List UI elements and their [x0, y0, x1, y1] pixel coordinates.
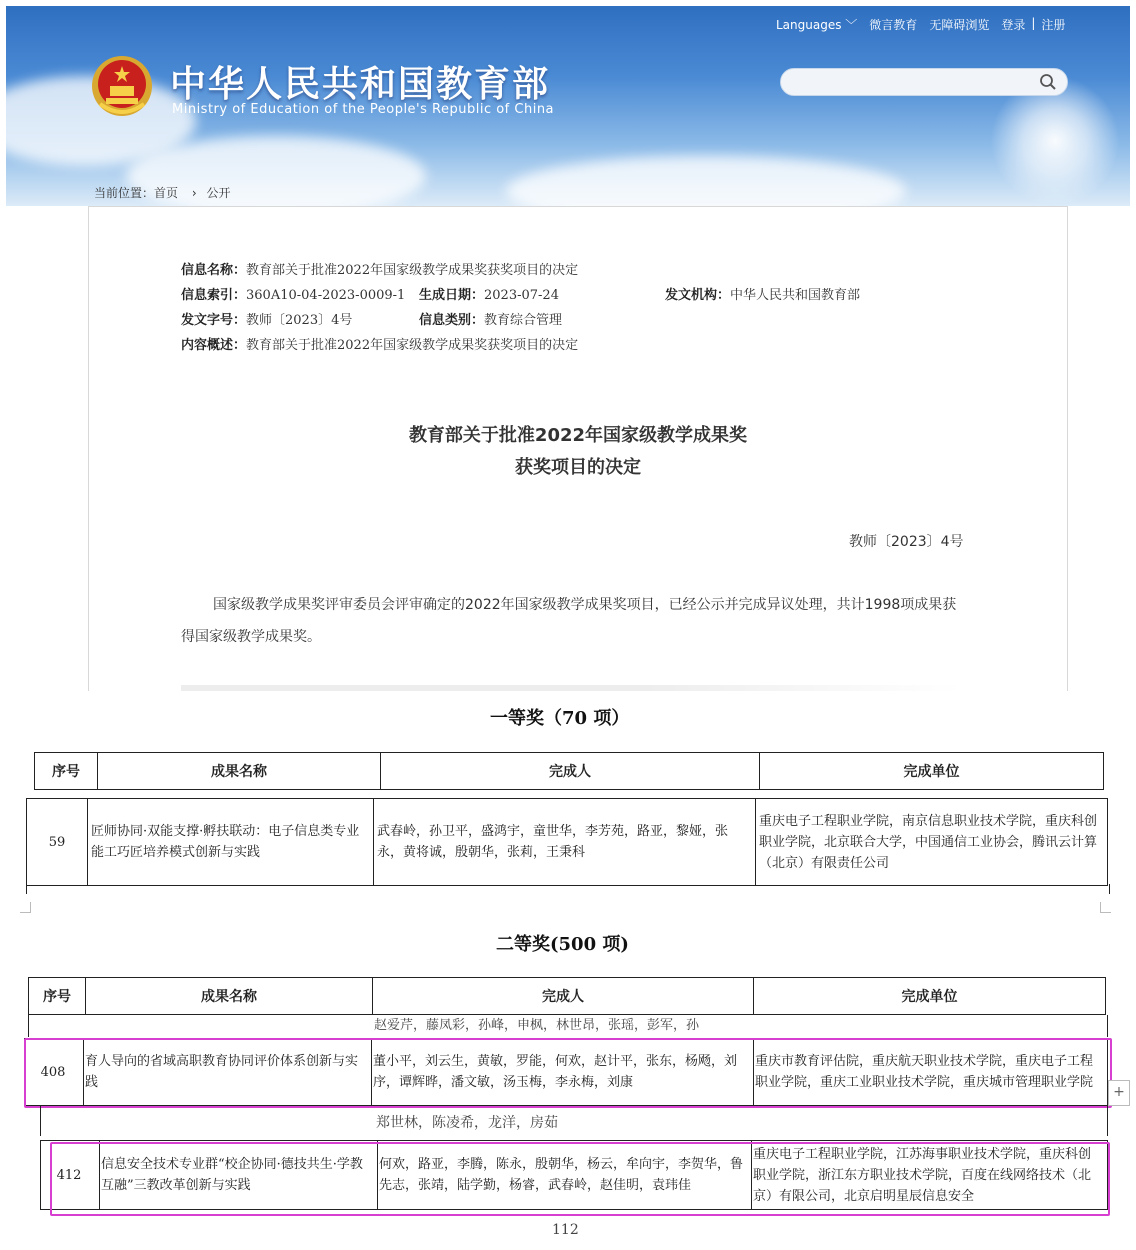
first-prize-header-table [34, 752, 1104, 790]
row-name: 匠师协同·双能支撑·孵扶联动：电子信息类专业能工巧匠培养模式创新与实践 [91, 824, 360, 860]
meta-value: 中华人民共和国教育部 [730, 288, 861, 303]
row-units: 重庆市教育评估院，重庆航天职业技术学院，重庆电子工程职业学院，重庆工业职业技术学院，重庆城市管理职业学院 [755, 1054, 1094, 1090]
meta-label: 内容概述： [181, 338, 247, 353]
languages-link[interactable]: Languages ﹀ [776, 18, 858, 32]
chevron-right-icon: › [191, 186, 197, 200]
top-links [776, 16, 1065, 33]
weiyan-link[interactable]: 微言教育 [869, 18, 918, 32]
partial-row-text: 郑世林，陈凌希，龙洋，房茹 [376, 1115, 558, 1131]
breadcrumb-current[interactable]: 公开 [206, 186, 231, 200]
table-continuation [40, 1106, 1108, 1136]
meta-doc-no [181, 309, 352, 328]
row-no: 408 [40, 1064, 66, 1080]
row-units: 重庆电子工程职业学院，江苏海事职业技术学院，重庆科创职业学院，浙江东方职业技术学院，百度在线网络技术（北京）有限公司，北京启明星辰信息安全 [753, 1146, 1092, 1204]
meta-issuer [665, 284, 860, 303]
search-icon[interactable] [1039, 73, 1057, 91]
cell-divider [755, 799, 756, 885]
row-no: 412 [56, 1167, 82, 1183]
row-units: 重庆电子工程职业学院，南京信息职业技术学院，重庆科创职业学院，北京联合大学，中国通信工业协会，腾讯云计算（北京）有限责任公司 [759, 813, 1098, 871]
site-header [6, 6, 1130, 206]
second-prize-header-table [28, 977, 1106, 1015]
search-input[interactable] [793, 69, 1037, 95]
header-cell-name: 成果名称 [98, 753, 381, 790]
site-title-cn[interactable]: 中华人民共和国教育部 [170, 64, 551, 105]
cell-divider [87, 799, 88, 885]
table-row-59 [26, 798, 1108, 886]
document-title-line2: 获奖项目的决定 [515, 457, 641, 478]
breadcrumb-label: 当前位置： [94, 186, 155, 200]
meta-index [181, 284, 405, 303]
header-cell-name: 成果名称 [86, 978, 373, 1015]
page-corner-mark [20, 902, 31, 913]
header-cell-people: 完成人 [373, 978, 754, 1015]
breadcrumb [94, 184, 235, 201]
meta-date [419, 284, 559, 303]
meta-label: 发文字号： [181, 313, 247, 328]
search-box [780, 68, 1068, 96]
breadcrumb-home[interactable]: 首页 [154, 186, 179, 200]
site-title-en: Ministry of Education of the People's Republic of China [172, 102, 555, 117]
page-number: 112 [552, 1222, 579, 1238]
row-people: 何欢，路亚，李腾，陈永，殷朝华，杨云，牟向宇，李贺华，鲁先志，张靖，陆学勤，杨睿，武春岭，赵佳明，袁玮佳 [379, 1157, 744, 1193]
register-link[interactable]: 注册 [1041, 18, 1066, 32]
meta-label: 信息索引： [181, 288, 247, 303]
cloud-decoration [506, 156, 906, 206]
row-name: 育人导向的省域高职教育协同评价体系创新与实践 [85, 1054, 359, 1090]
meta-label: 生成日期： [419, 288, 485, 303]
meta-value: 教育综合管理 [484, 313, 563, 328]
national-emblem-icon [90, 54, 154, 118]
second-prize-heading: 二等奖(500 项) [496, 934, 629, 955]
meta-label: 信息类别： [419, 313, 485, 328]
cell-divider [373, 799, 374, 885]
row-no: 59 [48, 834, 66, 850]
header-cell-no: 序号 [35, 753, 98, 790]
meta-summary [181, 334, 578, 353]
header-cell-no: 序号 [29, 978, 86, 1015]
plus-icon[interactable]: + [1108, 1080, 1130, 1106]
meta-label: 发文机构： [665, 288, 731, 303]
meta-value: 360A10-04-2023-0009-1 [246, 288, 406, 303]
accessibility-link[interactable]: 无障碍浏览 [929, 18, 990, 32]
meta-info-name [181, 259, 578, 278]
table-continuation [28, 1015, 1108, 1037]
meta-value: 教师〔2023〕4号 [246, 313, 353, 328]
document-panel [88, 206, 1068, 691]
link-separator: | [1031, 16, 1036, 30]
login-link[interactable]: 登录 [1001, 18, 1026, 32]
highlight-box-408 [24, 1038, 1112, 1108]
header-cell-units: 完成单位 [760, 753, 1104, 790]
table-continuation [26, 884, 1110, 894]
header-cell-units: 完成单位 [754, 978, 1106, 1015]
meta-value: 教育部关于批准2022年国家级教学成果奖获奖项目的决定 [246, 338, 579, 353]
meta-label: 信息名称： [181, 263, 247, 278]
cut-off-text [181, 685, 961, 691]
row-name: 信息安全技术专业群“校企协同·德技共生·学教互融”三教改革创新与实践 [101, 1157, 363, 1193]
row-people: 武春岭，孙卫平，盛鸿宇，童世华，李芳苑，路亚，黎娅，张永，黄将诚，殷朝华，张莉，王秉科 [377, 824, 729, 860]
highlight-box-412 [50, 1142, 1110, 1216]
header-cell-people: 完成人 [381, 753, 760, 790]
meta-value: 2023-07-24 [484, 288, 559, 303]
meta-category [419, 309, 562, 328]
document-number: 教师〔2023〕4号 [849, 534, 964, 550]
partial-row-text: 赵爱芹，藤凤彩，孙峰，申枫，林世昂，张瑶，彭军，孙 [374, 1018, 700, 1033]
page-corner-mark [1100, 902, 1111, 913]
document-paragraph: 国家级教学成果奖评审委员会评审确定的2022年国家级教学成果奖项目，已经公示并完成异议处理，共计1998项成果获得国家级教学成果奖。 [181, 597, 957, 645]
meta-value: 教育部关于批准2022年国家级教学成果奖获奖项目的决定 [246, 263, 579, 278]
first-prize-heading: 一等奖（70 项） [490, 708, 630, 729]
row-people: 董小平，刘云生，黄敏，罗能，何欢，赵计平，张东，杨飏，刘序，谭辉晔，潘文敏，汤玉梅，李永梅，刘康 [373, 1054, 738, 1090]
document-title-line1: 教育部关于批准2022年国家级教学成果奖 [408, 425, 748, 446]
